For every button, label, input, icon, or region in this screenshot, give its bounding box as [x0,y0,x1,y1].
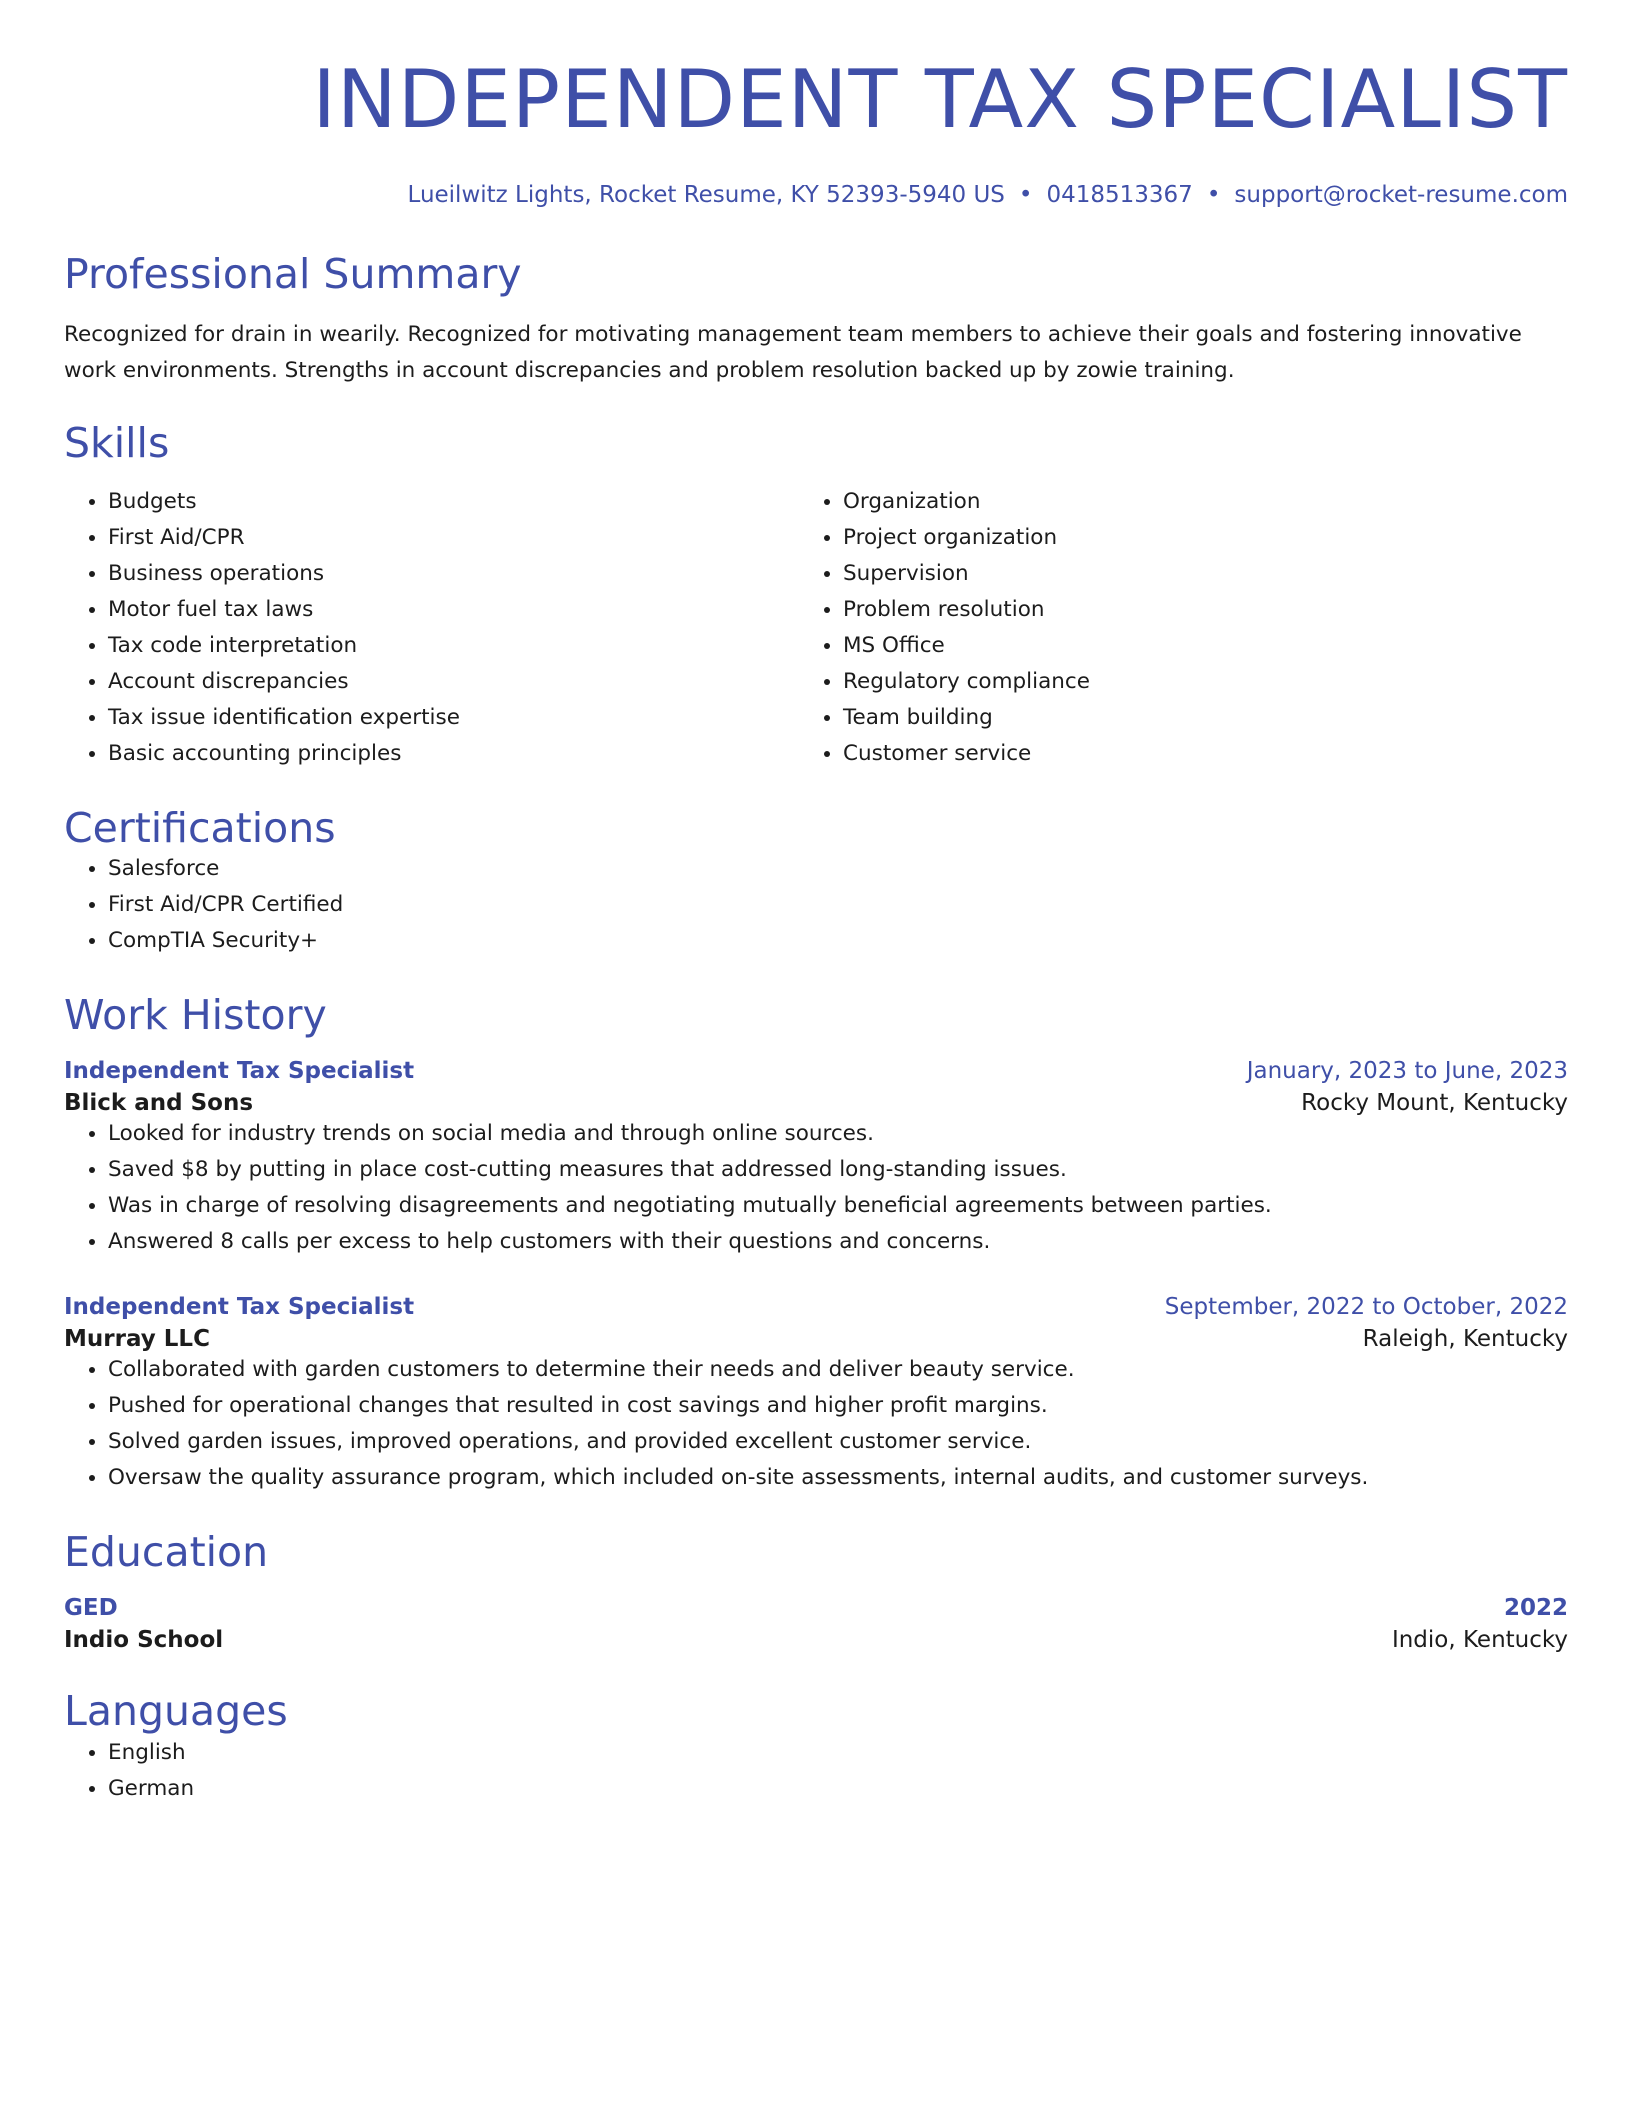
education-header-row [64,1595,1568,1621]
skills-heading: Skills [64,419,170,468]
language-item: • German [108,1771,1568,1807]
education-school: Indio School [64,1627,224,1654]
education-school-row [64,1621,1568,1653]
job-bullet: • Collaborated with garden customers to determine their needs and deliver beauty service. [108,1352,1568,1388]
skill-item: • Business operations [108,556,799,592]
skill-item: • Tax issue identification expertise [108,700,799,736]
contact-line [64,182,1568,208]
certifications-heading: Certifications [64,804,336,853]
skill-item: • Supervision [843,556,1534,592]
skill-item: • First Aid/CPR [108,520,799,556]
education-location: Indio, Kentucky [1391,1627,1568,1654]
language-item: • English [108,1735,1568,1771]
education-entry [64,1595,1568,1653]
skill-item: • Account discrepancies [108,664,799,700]
certification-item: • First Aid/CPR Certified [108,887,1568,923]
job-bullet: • Was in charge of resolving disagreements and negotiating mutually beneficial agreements between parties. [108,1188,1568,1224]
skill-item: • Tax code interpretation [108,628,799,664]
job-header-row [64,1058,1568,1084]
education-degree: GED [64,1595,118,1622]
skill-item: • Regulatory compliance [843,664,1534,700]
skills-column-left [64,484,799,772]
job-bullet: • Oversaw the quality assurance program, which included on-site assessments, internal audits, and customer surveys. [108,1460,1568,1496]
skill-item: • Organization [843,484,1534,520]
contact-separator: • [1018,182,1033,208]
job-dates: September, 2022 to October, 2022 [1164,1294,1568,1321]
job-entry [64,1294,1568,1496]
job-company-row [64,1320,1568,1352]
certification-item: • Salesforce [108,851,1568,887]
job-bullets [64,1352,1568,1496]
resume-name: INDEPENDENT TAX SPECIALIST [312,53,1568,146]
job-company: Blick and Sons [64,1090,254,1117]
job-bullet: • Pushed for operational changes that resulted in cost savings and higher profit margins. [108,1388,1568,1424]
skill-item: • Basic accounting principles [108,736,799,772]
contact-separator: • [1206,182,1221,208]
contact-address: Lueilwitz Lights, Rocket Resume, KY 52393-5940 US [407,182,1005,208]
summary-text: Recognized for drain in wearily. Recognized for motivating management team members to achieve their goals and fostering innovative work environments. Strengths in account discrepancies and problem resolution backed up by zowie training. [64,322,1522,384]
skills-column-right [799,484,1534,772]
job-bullet: • Saved $8 by putting in place cost-cutting measures that addressed long-standing issues. [108,1152,1568,1188]
education-year: 2022 [1503,1595,1568,1622]
work-history-heading: Work History [64,991,327,1040]
job-title: Independent Tax Specialist [64,1294,415,1321]
skill-item: • Problem resolution [843,592,1534,628]
skill-item: • Customer service [843,736,1534,772]
job-bullet: • Answered 8 calls per excess to help customers with their questions and concerns. [108,1224,1568,1260]
job-location: Rocky Mount, Kentucky [1301,1090,1568,1117]
skill-item: • Budgets [108,484,799,520]
skill-item: • Motor fuel tax laws [108,592,799,628]
skills-list-right [799,484,1534,772]
job-company: Murray LLC [64,1326,210,1353]
languages-list [64,1735,1568,1807]
education-heading: Education [64,1528,269,1577]
job-company-row [64,1084,1568,1116]
contact-phone: 0418513367 [1046,182,1193,208]
skill-item: • Project organization [843,520,1534,556]
summary-heading: Professional Summary [64,250,522,298]
skills-list-left [64,484,799,772]
job-header-row [64,1294,1568,1320]
skill-item: • MS Office [843,628,1534,664]
languages-heading: Languages [64,1687,288,1736]
job-bullet: • Solved garden issues, improved operations, and provided excellent customer service. [108,1424,1568,1460]
job-dates: January, 2023 to June, 2023 [1246,1058,1568,1085]
job-entry [64,1058,1568,1260]
skill-item: • Team building [843,700,1534,736]
certifications-list [64,851,1568,959]
skills-grid [64,484,1568,772]
job-title: Independent Tax Specialist [64,1058,415,1085]
job-bullet: • Looked for industry trends on social media and through online sources. [108,1116,1568,1152]
contact-email[interactable]: support@rocket-resume.com [1234,182,1568,208]
job-location: Raleigh, Kentucky [1362,1326,1568,1353]
job-bullets [64,1116,1568,1260]
certification-item: • CompTIA Security+ [108,923,1568,959]
